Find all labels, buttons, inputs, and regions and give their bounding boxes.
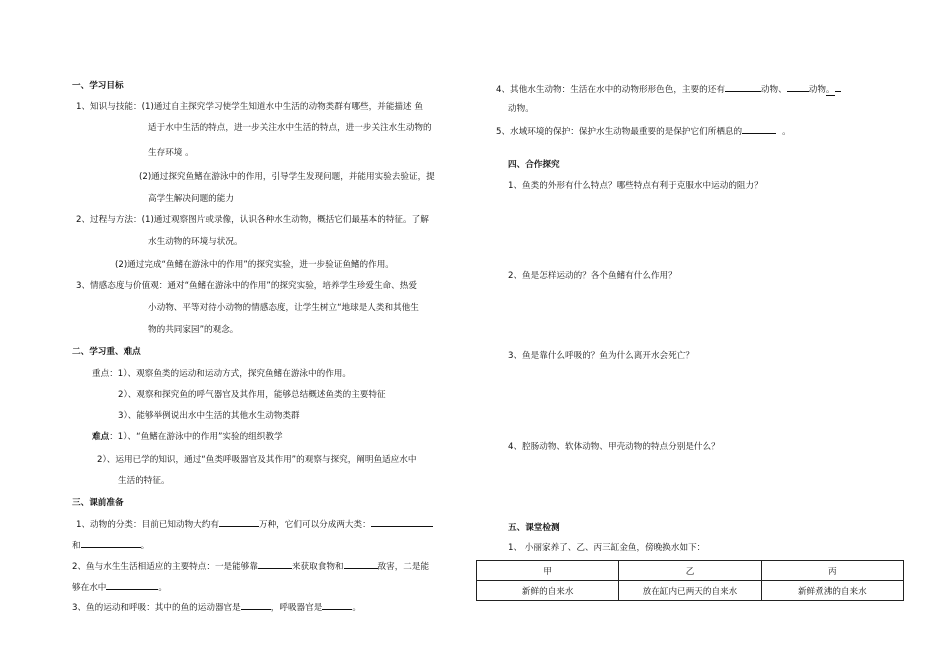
section-2-title: 二、学习重、难点 — [72, 347, 141, 357]
prep-q1-text-b: 万种，它们可以分成两大类： — [258, 520, 371, 530]
prep-q5-text-b: 。 — [782, 127, 791, 137]
emotion-3: 物的共同家园”的观念。 — [148, 325, 239, 335]
section-3-title: 三、课前准备 — [72, 498, 124, 508]
prep-q2-line2 — [72, 580, 167, 594]
goldfish-water-table — [476, 560, 904, 601]
emotion-1: 3、情感态度与价值观：通对“鱼鳍在游泳中的作用”的探究实验，培养学生珍爱生命、热爱 — [76, 281, 417, 291]
table-header-cell: 乙 — [619, 561, 761, 581]
prep-q1-text-c: 和 — [72, 541, 81, 551]
knowledge-1a: 1、知识与技能：(1)通过自主探究学习使学生知道水中生活的动物类群有哪些，并能描述 鱼 — [76, 102, 423, 112]
prep-q1-text-d: 。 — [140, 541, 150, 551]
key-point-1: 重点：1）、观察鱼类的运动和运动方式，探究鱼鳍在游泳中的作用。 — [92, 369, 351, 379]
emotion-2: 小动物、平等对待小动物的情感态度，让学生树立“地球是人类和其他生 — [148, 303, 419, 313]
section-4-title: 四、合作探究 — [508, 160, 560, 170]
process-1a: 2、过程与方法：(1)通过观察图片或录像，认识各种水生动物，概括它们最基本的特征。了解 — [76, 215, 429, 225]
prep-q3-text-a: 3、鱼的运动和呼吸：其中的鱼的运动器官是 — [72, 603, 241, 613]
difficult-point-1-text: ：1）、“鱼鳍在游泳中的作用”实验的组织教学 — [109, 432, 283, 442]
knowledge-1c: 生存环境 。 — [148, 148, 194, 158]
blank-category-1[interactable] — [371, 517, 433, 527]
table-cell: 新鲜煮沸的自来水 — [761, 581, 903, 601]
table-cell: 新鲜的自来水 — [477, 581, 619, 601]
blank-enemy-means[interactable] — [344, 559, 378, 569]
blank-food-means[interactable] — [258, 559, 292, 569]
difficult-label: 难点 — [92, 432, 110, 442]
blank-motion-organ[interactable] — [241, 600, 271, 610]
prep-q2-text-d: 够在水中 — [72, 583, 107, 593]
key-point-2: 2）、观察和探究鱼的呼气器官及其作用，能够总结概述鱼类的主要特征 — [118, 390, 386, 400]
blank-habitat[interactable] — [742, 124, 776, 134]
knowledge-2a: (2)通过探究鱼鳍在游泳中的作用，引导学生发现问题，并能用实验去验证，提 — [139, 172, 435, 182]
table-header-cell: 甲 — [477, 561, 619, 581]
prep-q4-text-b: 动物、 — [760, 85, 787, 95]
prep-q2-line1 — [72, 559, 429, 573]
key-point-3: 3）、能够举例说出水中生活的其他水生动物类群 — [118, 411, 300, 421]
difficult-point-2a: 2）、运用已学的知识，通过“鱼类呼吸器官及其作用”的观察与探究，阐明鱼适应水中 — [97, 455, 417, 465]
process-1b: 水生动物的环境与状况。 — [148, 237, 243, 247]
prep-q3-text-c: 。 — [352, 603, 361, 613]
process-2: (2)通过完成“鱼鳍在游泳中的作用”的探究实验，进一步验证鱼鳍的作用。 — [115, 260, 394, 270]
explore-q1: 1、鱼类的外形有什么特点？哪些特点有利于克服水中运动的阻力？ — [508, 181, 763, 191]
blank-animal-group-1[interactable] — [725, 82, 761, 92]
prep-q5-text-a: 5、水域环境的保护：保护水生动物最重要的是保护它们所栖息的 — [496, 127, 743, 137]
prep-q2-text-c: 敌害，二是能 — [377, 562, 430, 572]
table-header-cell: 丙 — [761, 561, 903, 581]
table-cell: 放在缸内已两天的自来水 — [619, 581, 761, 601]
prep-q1-line2 — [72, 538, 149, 552]
section-1-title: 一、学习目标 — [72, 81, 124, 91]
prep-q1-line1 — [76, 517, 433, 531]
prep-q4-text-d: 。 — [825, 85, 835, 95]
blank-species-count[interactable] — [219, 517, 259, 527]
prep-q4-line2: 动物。 — [508, 104, 534, 114]
blank-animal-group-2[interactable] — [787, 82, 809, 92]
blank-category-2[interactable] — [81, 538, 141, 548]
prep-q1-text-a: 1、动物的分类：目前已知动物大约有 — [76, 520, 219, 530]
table-header-row — [477, 561, 904, 581]
knowledge-1b: 适于水中生活的特点，进一步关注水中生活的特点，进一步关注水生动物的 — [148, 123, 432, 133]
section-5-title: 五、课堂检测 — [508, 523, 560, 533]
blank-animal-group-3[interactable] — [835, 82, 841, 92]
prep-q4-line1 — [496, 82, 841, 96]
knowledge-2b: 高学生解决问题的能力 — [148, 194, 234, 204]
prep-q4-text-c: 动物 — [808, 85, 826, 95]
prep-q2-text-e: 。 — [158, 583, 167, 593]
prep-q2-text-b: 来获取食物和 — [291, 562, 344, 572]
test-q1: 1、 小丽家养了、乙、丙三缸金鱼，傍晚换水如下： — [508, 543, 706, 553]
prep-q4-text-a: 4、其他水生动物：生活在水中的动物形形色色，主要的还有 — [496, 85, 725, 95]
prep-q2-text-a: 2、鱼与水生生活相适应的主要特点：一是能够靠 — [72, 562, 258, 572]
difficult-point-1 — [92, 431, 283, 443]
blank-breathing-organ[interactable] — [322, 600, 352, 610]
explore-q3: 3、鱼是靠什么呼吸的？鱼为什么离开水会死亡？ — [508, 351, 694, 361]
prep-q5 — [496, 124, 791, 138]
explore-q4: 4、腔肠动物、软体动物、甲壳动物的特点分别是什么？ — [508, 442, 720, 452]
table-row — [477, 581, 904, 601]
prep-q3 — [72, 600, 361, 614]
blank-water-ability[interactable] — [106, 580, 158, 590]
difficult-point-2b: 生活的特征。 — [118, 476, 170, 486]
explore-q2: 2、鱼是怎样运动的？各个鱼鳍有什么作用？ — [508, 271, 677, 281]
prep-q3-text-b: ，呼吸器官是 — [270, 603, 323, 613]
